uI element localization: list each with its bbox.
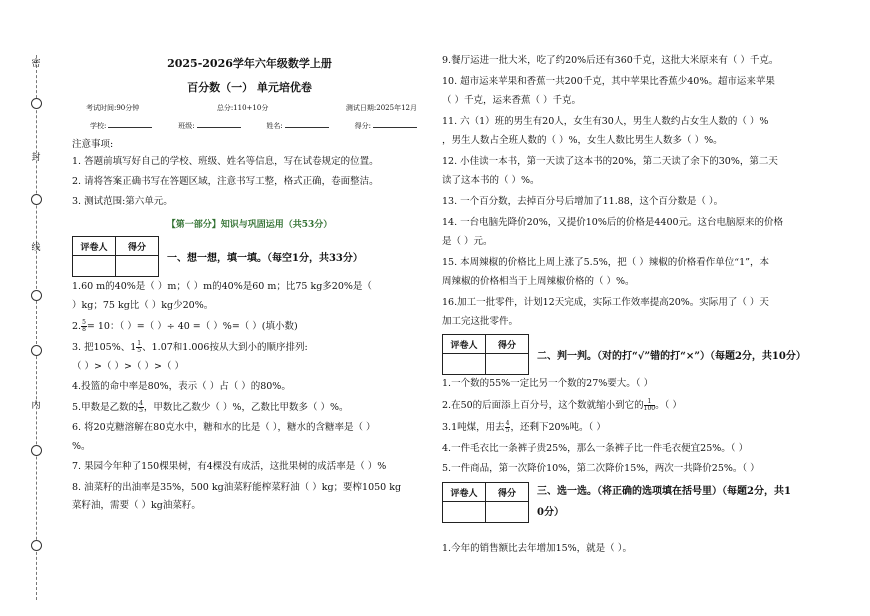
binding-hole bbox=[31, 540, 42, 551]
score-header: 得分 bbox=[486, 483, 529, 502]
school-label: 学校: bbox=[90, 122, 107, 130]
q3-prefix: 3. 把105%、1 bbox=[72, 342, 137, 353]
binding-hole bbox=[31, 98, 42, 109]
fraction-denominator: 8 bbox=[82, 326, 86, 333]
judge-q3 bbox=[442, 421, 807, 434]
name-field bbox=[266, 120, 328, 131]
binding-line bbox=[36, 55, 37, 600]
fill-q5 bbox=[72, 401, 427, 414]
exam-total-score: 总分:110+10分 bbox=[216, 104, 269, 112]
binding-hole bbox=[31, 445, 42, 456]
fraction-numerator: 1 bbox=[137, 340, 142, 347]
exam-meta bbox=[86, 103, 417, 113]
judge-q2-prefix: 2.在50的后面添上百分号，这个数就缩小到它的 bbox=[442, 400, 644, 411]
fill-q8-line1: 8. 油菜籽的出油率是35%，500 kg油菜籽能榨菜籽油（ ）kg；要榨1050 kg bbox=[72, 482, 402, 493]
judge-q1: 1.一个数的55%一定比另一个数的27%要大。（ ） bbox=[442, 378, 654, 389]
name-blank[interactable] bbox=[285, 120, 329, 128]
score-cell[interactable] bbox=[116, 256, 159, 277]
fill-q3-line1 bbox=[72, 341, 427, 354]
class-field bbox=[178, 120, 240, 131]
grader-cell[interactable] bbox=[73, 256, 116, 277]
exam-date: 测试日期:2025年12月 bbox=[345, 104, 417, 112]
student-info-fields bbox=[90, 120, 417, 131]
binding-char: 封 bbox=[31, 153, 41, 163]
fill-q15-line1: 15. 本周辣椒的价格比上周上涨了5.5%，把（ ）辣椒的价格看作单位“1”，本 bbox=[442, 257, 770, 268]
judge-q2 bbox=[442, 399, 807, 412]
fill-q13: 13. 一个百分数，去掉百分号后增加了11.88，这个百分数是（ ）。 bbox=[442, 196, 724, 207]
fill-q7: 7. 果园今年种了150棵果树，有4棵没有成活，这批果树的成活率是（ ）% bbox=[72, 461, 387, 472]
fill-q11-line2: ，男生人数占全班人数的（ ）%，女生人数比男生人数多（ ）%。 bbox=[442, 135, 723, 146]
judge-q3-prefix: 3.1吨煤，用去 bbox=[442, 422, 505, 433]
exam-subtitle: 百分数（一） 单元培优卷 bbox=[187, 81, 312, 94]
q2-prefix: 2. bbox=[72, 321, 82, 332]
exam-duration: 考试时间:90分钟 bbox=[86, 104, 140, 112]
grader-header: 评卷人 bbox=[73, 237, 116, 256]
fill-q9: 9.餐厅运进一批大米，吃了约20%后还有360千克，这批大米原来有（ ）千克。 bbox=[442, 55, 779, 66]
fill-q11-line1: 11. 六（1）班的男生有20人，女生有30人，男生人数约占女生人数的（ ）% bbox=[442, 116, 769, 127]
judge-q2-text: 。（ ） bbox=[655, 400, 682, 411]
name-label: 姓名: bbox=[266, 122, 283, 130]
fraction-denominator: 5 bbox=[505, 427, 510, 434]
judge-q5: 5.一件商品，第一次降价10%，第二次降价15%，两次一共降价25%。（ ） bbox=[442, 463, 760, 474]
fill-q14-line2: 是（ ）元。 bbox=[442, 236, 493, 247]
fill-q1-line2: ）kg；75 kg比（ ）kg少20%。 bbox=[72, 300, 214, 311]
fraction-numerator: 5 bbox=[82, 319, 86, 326]
fraction-numerator: 4 bbox=[505, 420, 510, 427]
notes-heading: 注意事项: bbox=[72, 139, 114, 150]
section2-header bbox=[442, 334, 807, 375]
note-item: 3. 测试范围:第六单元。 bbox=[72, 196, 173, 207]
fraction-denominator: 5 bbox=[137, 347, 142, 354]
fill-q16-line1: 16.加工一批零件，计划12天完成，实际工作效率提高20%。实际用了（ ）天 bbox=[442, 297, 769, 308]
section3-header bbox=[442, 482, 807, 523]
note-item: 2. 请将答案正确书写在答题区域，注意书写工整，格式正确，卷面整洁。 bbox=[72, 176, 379, 187]
fill-q12-line1: 12. 小佳读一本书，第一天读了这本书的20%，第二天读了余下的30%，第二天 bbox=[442, 156, 778, 167]
school-blank[interactable] bbox=[108, 120, 152, 128]
section1-title: 一、想一想，填一填。（每空1分，共33分） bbox=[167, 253, 363, 264]
fill-q8-line2: 菜籽油，需要（ ）kg油菜籽。 bbox=[72, 500, 201, 511]
school-field bbox=[90, 120, 152, 131]
q3-text: 、1.07和1.006按从大到小的顺序排列: bbox=[142, 342, 308, 353]
binding-char: 线 bbox=[31, 243, 41, 253]
section3-title-line1: 三、选一选。（将正确的选项填在括号里）（每题2分，共1 bbox=[537, 486, 791, 497]
fill-q15-line2: 周辣椒的价格相当于上周辣椒价格的（ ）%。 bbox=[442, 276, 635, 287]
judge-q3-text: ，还剩下20%吨。（ ） bbox=[510, 422, 606, 433]
score-label: 得分: bbox=[354, 122, 371, 130]
part1-banner: 【第一部分】知识与巩固运用（共53分） bbox=[166, 220, 333, 230]
fill-q2 bbox=[72, 320, 427, 333]
choice-q1: 1.今年的销售额比去年增加15%，就是（ ）。 bbox=[442, 543, 632, 554]
fill-q6-line1: 6. 将20克糖溶解在80克水中，糖和水的比是（ ），糖水的含糖率是（ ） bbox=[72, 422, 376, 433]
fill-q10-line2: （ ）千克，运来香蕉（ ）千克。 bbox=[442, 95, 582, 106]
left-column bbox=[72, 55, 427, 512]
judge-q4: 4.一件毛衣比一条裤子贵25%，那么一条裤子比一件毛衣便宜25%。（ ） bbox=[442, 443, 749, 454]
score-header: 得分 bbox=[486, 335, 529, 354]
q5-prefix: 5.甲数是乙数的 bbox=[72, 402, 139, 413]
section3-title bbox=[537, 482, 791, 518]
fill-questions-right bbox=[442, 55, 807, 328]
grade-table bbox=[72, 236, 159, 277]
q5-text: ，甲数比乙数少（ ）%，乙数比甲数多（ ）%。 bbox=[143, 402, 349, 413]
score-cell[interactable] bbox=[486, 502, 529, 523]
notes bbox=[72, 139, 427, 208]
judge-questions bbox=[442, 378, 807, 475]
grader-cell[interactable] bbox=[443, 502, 486, 523]
binding-hole bbox=[31, 345, 42, 356]
fill-q16-line2: 加工完这批零件。 bbox=[442, 316, 519, 327]
fraction-denominator: 5 bbox=[139, 407, 143, 414]
fill-q1-line1: 1.60 m的40%是（ ）m；（ ）m的40%是60 m；比75 kg多20%是（ bbox=[72, 281, 372, 292]
class-label: 班级: bbox=[178, 122, 195, 130]
fraction-numerator: 1 bbox=[644, 399, 655, 406]
fraction bbox=[644, 399, 655, 412]
fill-q14-line1: 14. 一台电脑先降价20%，又提价10%后的价格是4400元。这台电脑原来的价格 bbox=[442, 217, 784, 228]
fraction-numerator: 4 bbox=[139, 400, 143, 407]
section2-title: 二、判一判。（对的打“√”错的打“×”）（每题2分，共10分） bbox=[537, 351, 806, 362]
score-field bbox=[355, 120, 417, 131]
binding-hole bbox=[31, 194, 42, 205]
fill-questions-left bbox=[72, 281, 427, 512]
grade-table bbox=[442, 482, 529, 523]
right-column bbox=[442, 55, 807, 555]
fill-q10-line1: 10. 超市运来苹果和香蕉一共200千克，其中苹果比香蕉少40%。超市运来苹果 bbox=[442, 76, 775, 87]
note-item: 1. 答题前填写好自己的学校、班级、姓名等信息，写在试卷规定的位置。 bbox=[72, 156, 379, 167]
fraction-denominator: 100 bbox=[643, 405, 656, 412]
exam-title: 2025-2026学年六年级数学上册 bbox=[167, 57, 332, 70]
binding-hole bbox=[31, 290, 42, 301]
grader-header: 评卷人 bbox=[443, 335, 486, 354]
section3-title-line2: 0分） bbox=[537, 507, 564, 518]
grader-cell[interactable] bbox=[443, 354, 486, 375]
binding-char: 内 bbox=[31, 401, 41, 411]
fill-q3-line2: （ ）>（ ）>（ ）>（ ） bbox=[72, 361, 184, 372]
grade-table bbox=[442, 334, 529, 375]
class-blank[interactable] bbox=[197, 120, 241, 128]
score-cell[interactable] bbox=[486, 354, 529, 375]
section1-header bbox=[72, 236, 427, 277]
score-blank[interactable] bbox=[373, 120, 417, 128]
q2-text: = 10：（ ）=（ ）÷ 40 =（ ）%=（ ）(填小数) bbox=[86, 321, 298, 332]
grader-header: 评卷人 bbox=[443, 483, 486, 502]
score-header: 得分 bbox=[116, 237, 159, 256]
fill-q6-line2: %。 bbox=[72, 441, 91, 452]
fill-q12-line2: 读了这本书的（ ）%。 bbox=[442, 175, 540, 186]
binding-char: 密 bbox=[31, 59, 41, 69]
fill-q4: 4.投篮的命中率是80%，表示（ ）占（ ）的80%。 bbox=[72, 381, 291, 392]
